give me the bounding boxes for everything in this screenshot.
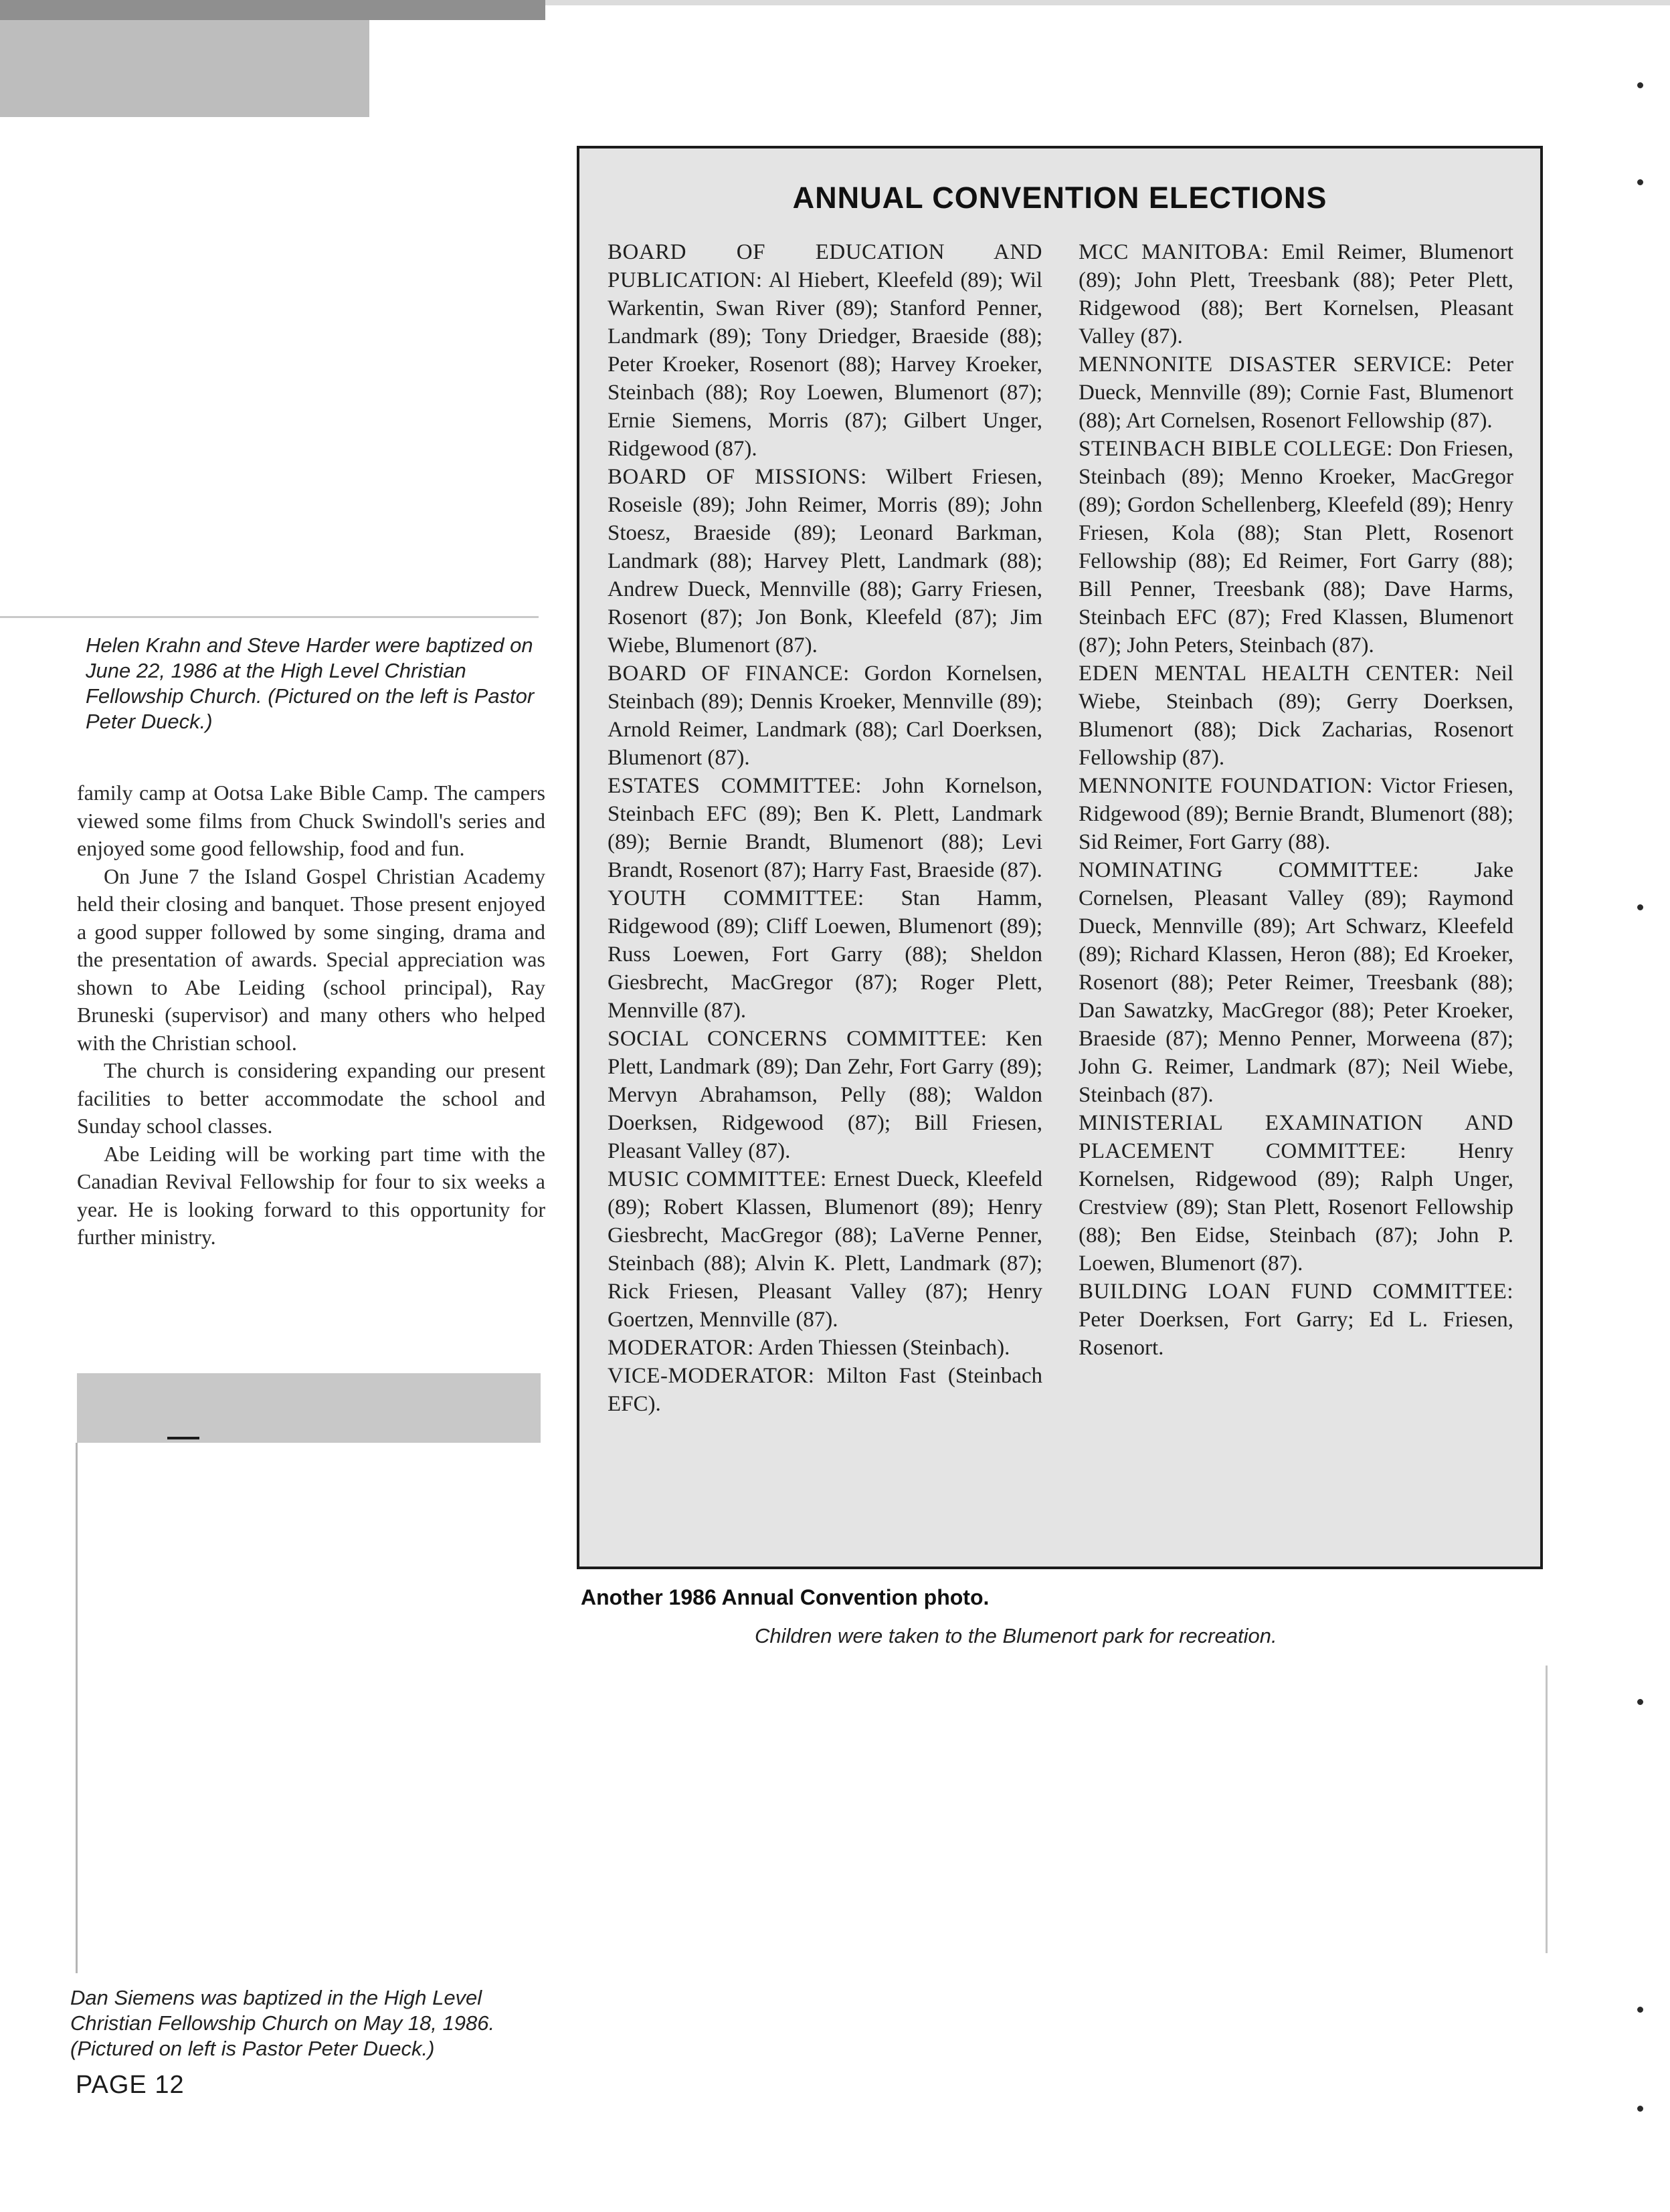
- election-entry: BOARD OF MISSIONS: Wilbert Friesen, Roseisle (89); John Reimer, Morris (89); John Stoesz, Braeside (89); Leonard Barkman, Landmark (88); Harvey Plett, Landmark (88); Andrew Dueck, Mennville (88); Garry Friesen, Rosenort (87); Jon Bonk, Kleefeld (87); Jim Wiebe, Blumenort (87).: [608, 465, 1042, 658]
- convention-photo-caption: Children were taken to the Blumenort park for recreation.: [755, 1624, 1277, 1647]
- paragraph: Abe Leiding will be working part time with the Canadian Revival Fellowship for four to six weeks a year. He is looking forward to this opportunity for further ministry.: [77, 1141, 545, 1249]
- caption-divider: [0, 616, 539, 618]
- election-entry: ESTATES COMMITTEE: John Kornelson, Steinbach EFC (89); Ben K. Plett, Landmark (89); Bernie Brandt, Blumenort (88); Levi Brandt, Rosenort (87); Harry Fast, Braeside (87).: [608, 774, 1043, 882]
- election-entry: MCC MANITOBA: Emil Reimer, Blumenort (89); John Plett, Treesbank (88); Peter Plett, Ridgewood (88); Bert Kornelsen, Pleasant Valley (87).: [1079, 240, 1514, 348]
- article-body: [77, 779, 545, 1251]
- election-entry: BUILDING LOAN FUND COMMITTEE: Peter Doerksen, Fort Garry; Ed L. Friesen, Rosenort.: [1079, 1280, 1513, 1360]
- elections-column-right: [1079, 238, 1513, 1362]
- binding-dot: [1637, 82, 1643, 88]
- page-number: PAGE 12: [76, 2071, 185, 2099]
- photo-baptism-dan-siemens-area: [77, 1443, 545, 1973]
- binding-dot: [1637, 2007, 1643, 2013]
- election-entry: VICE-MODERATOR: Milton Fast (Steinbach EFC).: [608, 1364, 1042, 1416]
- paragraph: family camp at Ootsa Lake Bible Camp. The campers viewed some films from Chuck Swindoll's series and enjoyed some good fellowship, food and fun.: [77, 781, 545, 860]
- election-entry: NOMINATING COMMITTEE: Jake Cornelsen, Pleasant Valley (89); Raymond Dueck, Mennville (89); Art Schwarz, Kleefeld (89); Richard Klassen, Heron (88); Ed Kroeker, Rosenort (88); Peter Reimer, Treesbank (88); Dan Sawatzky, MacGregor (88); Peter Kroeker, Braeside (87); Menno Penner, Morweena (87); John G. Reimer, Landmark (87); Neil Wiebe, Steinbach (87).: [1079, 858, 1513, 1107]
- election-entry: MINISTERIAL EXAMINATION AND PLACEMENT COMMITTEE: Henry Kornelsen, Ridgewood (89); Ralph Unger, Crestview (89); Stan Plett, Rosenort Fellowship (88); Ben Eidse, Steinbach (87); John P. Loewen, Blumenort (87).: [1079, 1111, 1513, 1276]
- binding-dot: [1637, 1699, 1643, 1705]
- election-entry: EDEN MENTAL HEALTH CENTER: Neil Wiebe, Steinbach (89); Gerry Doerksen, Blumenort (88); Dick Zacharias, Rosenort Fellowship (87).: [1079, 662, 1513, 770]
- binding-dot: [1637, 179, 1643, 185]
- election-entry: YOUTH COMMITTEE: Stan Hamm, Ridgewood (89); Cliff Loewen, Blumenort (89); Russ Loewen, Fort Garry (88); Sheldon Giesbrecht, MacGregor (87); Roger Plett, Mennville (87).: [608, 886, 1042, 1023]
- binding-dot: [1637, 904, 1643, 910]
- binding-dot: [1637, 2106, 1643, 2112]
- election-entry: STEINBACH BIBLE COLLEGE: Don Friesen, Steinbach (89); Menno Kroeker, MacGregor (89); Gordon Schellenberg, Kleefeld (89); Henry Friesen, Kola (88); Stan Plett, Rosenort Fellowship (88); Ed Reimer, Fort Garry (88); Bill Penner, Treesbank (88); Dave Harms, Steinbach EFC (87); Fred Klassen, Blumenort (87); John Peters, Steinbach (87).: [1079, 437, 1513, 658]
- elections-title: ANNUAL CONVENTION ELECTIONS: [792, 181, 1327, 215]
- election-entry: MUSIC COMMITTEE: Ernest Dueck, Kleefeld (89); Robert Klassen, Blumenort (89); Henry Giesbrecht, MacGregor (88); LaVerne Penner, Steinbach (88); Alvin K. Plett, Landmark (87); Rick Friesen, Pleasant Valley (87); Henry Goertzen, Mennville (87).: [608, 1167, 1042, 1332]
- election-entry: BOARD OF EDUCATION AND PUBLICATION: Al Hiebert, Kleefeld (89); Wil Warkentin, Swan River (89); Stanford Penner, Landmark (89); Tony Driedger, Braeside (88); Peter Kroeker, Rosenort (88); Harvey Kroeker, Steinbach (88); Roy Loewen, Blumenort (87); Ernie Siemens, Morris (87); Gilbert Unger, Ridgewood (87).: [608, 240, 1042, 461]
- photo-baptism-dan-siemens: [77, 1373, 541, 1443]
- photo-notch: [369, 20, 545, 117]
- photo-convention-edge: [1546, 1666, 1548, 1953]
- photo-baptism-helen-steve-area: [0, 117, 545, 615]
- convention-photo-title: Another 1986 Annual Convention photo.: [581, 1585, 990, 1609]
- page-top-edge: [545, 0, 1670, 5]
- election-entry: MODERATOR: Arden Thiessen (Steinbach).: [608, 1336, 1010, 1360]
- photo-caption-top: Helen Krahn and Steve Harder were baptized on June 22, 1986 at the High Level Christian Fellowship Church. (Pictured on the left is Pastor Peter Dueck.): [86, 633, 535, 733]
- photo-caption-bottom: Dan Siemens was baptized in the High Level Christian Fellowship Church on May 18, 1986. (Pictured on left is Pastor Peter Dueck.): [70, 1986, 495, 2060]
- election-entry: MENNONITE FOUNDATION: Victor Friesen, Ridgewood (89); Bernie Brandt, Blumenort (88); Sid Reimer, Fort Garry (88).: [1079, 774, 1513, 854]
- election-entry: SOCIAL CONCERNS COMMITTEE: Ken Plett, Landmark (89); Dan Zehr, Fort Garry (89); Mervyn Abrahamson, Pelly (88); Waldon Doerksen, Ridgewood (87); Bill Friesen, Pleasant Valley (87).: [608, 1027, 1042, 1163]
- election-entry: MENNONITE DISASTER SERVICE: Peter Dueck, Mennville (89); Cornie Fast, Blumenort (88); Art Cornelsen, Rosenort Fellowship (87).: [1079, 353, 1513, 433]
- photo-mark: [167, 1437, 199, 1439]
- paragraph: The church is considering expanding our present facilities to better accommodate the school and Sunday school classes.: [77, 1058, 545, 1138]
- election-entry: BOARD OF FINANCE: Gordon Kornelsen, Steinbach (89); Dennis Kroeker, Mennville (89); Arnold Reimer, Landmark (88); Carl Doerksen, Blumenort (87).: [608, 662, 1043, 770]
- paragraph: On June 7 the Island Gospel Christian Academy held their closing and banquet. Those present enjoyed a good supper followed by some singing, drama and the presentation of awards. Special appreciation was shown to Abe Leiding (school principal), Ray Bruneski (supervisor) and many others who helped with the Christian school.: [77, 864, 545, 1055]
- photo-edge-strip: [0, 0, 545, 20]
- photo-edge: [76, 1443, 78, 1973]
- elections-column-left: [608, 238, 1042, 1418]
